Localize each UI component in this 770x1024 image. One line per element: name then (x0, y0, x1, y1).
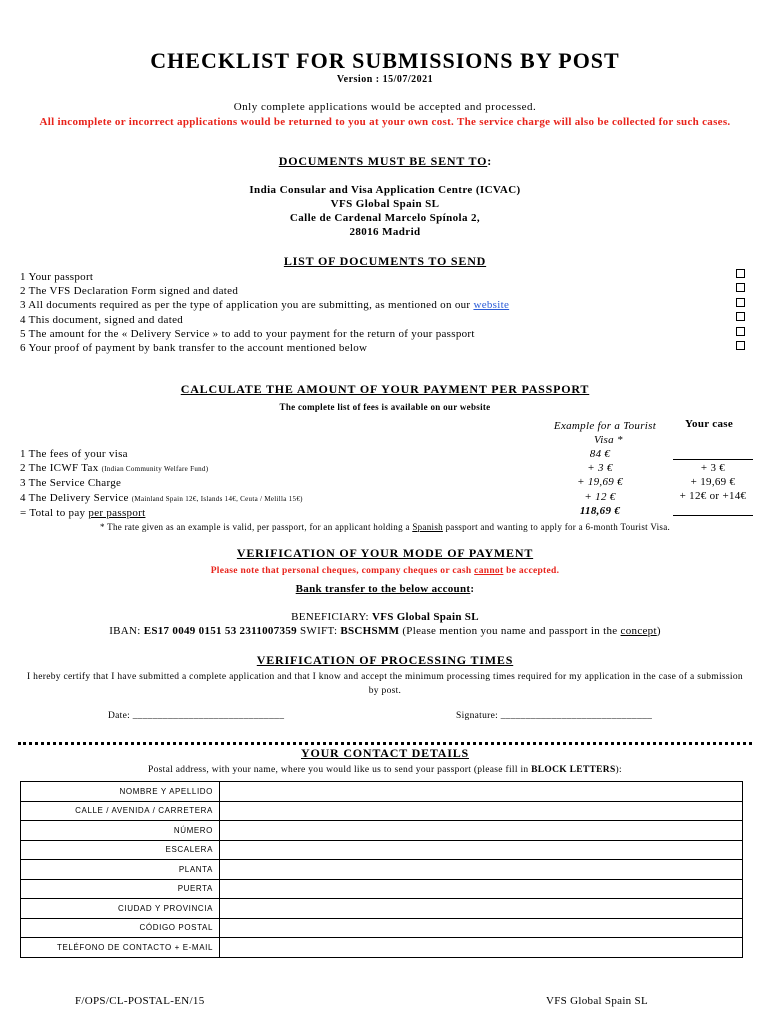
field-input[interactable] (220, 801, 743, 821)
list-item: 5 The amount for the « Delivery Service » to add to your payment for the return of your passport (20, 327, 475, 340)
field-input[interactable] (220, 879, 743, 899)
checkbox[interactable] (736, 283, 745, 292)
field-label: PUERTA (21, 879, 220, 899)
website-link[interactable]: website (473, 299, 510, 312)
verification-payment-heading: VERIFICATION OF YOUR MODE OF PAYMENT (236, 546, 534, 560)
field-label: NOMBRE Y APELLIDO (21, 782, 220, 802)
address-line: 28016 Madrid (349, 226, 421, 238)
your-case-value: + 19,69 € (690, 476, 736, 489)
example-header: Example for a Tourist Visa * (553, 420, 657, 446)
checkbox[interactable] (736, 327, 745, 336)
checkbox[interactable] (736, 269, 745, 278)
your-case-value: + 3 € (700, 462, 726, 474)
table-row (21, 821, 743, 841)
list-item: 2 The VFS Declaration Form signed and dated (20, 285, 239, 298)
footer-code: F/OPS/CL-POSTAL-EN/15 (75, 995, 205, 1007)
field-label: ESCALERA (21, 840, 220, 860)
documents-list (20, 270, 509, 355)
iban-line: IBAN: ES17 0049 0151 53 2311007359 SWIFT: BSCHSMM (Please mention you name and passport in the concept) (109, 625, 661, 637)
example-total: 118,69 € (579, 504, 621, 517)
bank-heading: Bank transfer to the below account (295, 583, 471, 595)
list-item: 6 Your proof of payment by bank transfer to the account mentioned below (20, 342, 368, 355)
send-to-heading: DOCUMENTS MUST BE SENT TO (278, 154, 488, 168)
warning-text: All incomplete or incorrect applications would be returned to you at your own cost. The service charge will also be collected for such cases. (39, 116, 731, 128)
beneficiary-line: BENEFICIARY: VFS Global Spain SL (291, 611, 479, 623)
field-label: NÚMERO (21, 821, 220, 841)
send-to-colon: : (487, 154, 492, 168)
verification-processing-heading: VERIFICATION OF PROCESSING TIMES (256, 653, 514, 667)
your-case-line (673, 459, 753, 460)
field-input[interactable] (220, 860, 743, 880)
table-row (21, 801, 743, 821)
checkbox-column (736, 269, 748, 355)
your-case-total-line (673, 515, 753, 516)
version-label: Version : 15/07/2021 (336, 74, 434, 85)
table-row (21, 899, 743, 919)
fee-footnote: * The rate given as an example is valid, per passport, for an applicant holding a Spanish passport and wanting to apply for a 6-month Tourist Visa. (99, 522, 671, 532)
signature-field[interactable]: Signature: ______________________________ (456, 711, 653, 721)
contact-table (20, 781, 743, 958)
example-values (560, 447, 640, 518)
checkbox[interactable] (736, 312, 745, 321)
field-label: PLANTA (21, 860, 220, 880)
fee-row-label: 4 The Delivery Service (Mainland Spain 12€, Islands 14€, Ceuta / Melilla 15€) (20, 491, 303, 504)
field-label: TELÉFONO DE CONTACTO + E-MAIL (21, 938, 220, 958)
list-item: 1 Your passport (20, 271, 94, 283)
fee-row-label: 1 The fees of your visa (20, 448, 128, 460)
field-input[interactable] (220, 782, 743, 802)
intro-text: Only complete applications would be accepted and processed. (233, 101, 537, 113)
field-input[interactable] (220, 899, 743, 919)
bank-heading-wrap: Bank transfer to the below account: (295, 583, 475, 595)
example-value: 84 € (589, 448, 611, 460)
field-input[interactable] (220, 918, 743, 938)
fee-row-label: 3 The Service Charge (20, 477, 122, 490)
table-row (21, 840, 743, 860)
send-to-address (0, 183, 770, 239)
address-line: Calle de Cardenal Marcelo Spínola 2, (289, 212, 481, 224)
field-input[interactable] (220, 938, 743, 958)
fee-row-label: 2 The ICWF Tax (Indian Community Welfare Fund) (20, 462, 209, 475)
address-line: VFS Global Spain SL (330, 198, 440, 210)
certification-text: I hereby certify that I have submitted a complete application and that I know and accept the minimum processing times required for my application in the case of a submission by post. (27, 672, 743, 696)
your-case-value: + 12€ or +14€ (679, 490, 747, 503)
example-value: + 3 € (587, 462, 613, 475)
table-row (21, 938, 743, 958)
list-item: 4 This document, signed and dated (20, 313, 184, 326)
your-case-header: Your case (685, 418, 734, 430)
cheque-warning: Please note that personal cheques, company cheques or cash cannot be accepted. (210, 566, 560, 576)
your-case-values (672, 461, 754, 504)
fee-total-label: = Total to pay per passport (20, 506, 146, 519)
list-item: 3 All documents required as per the type of application you are submitting, as mentioned on our website (20, 299, 510, 312)
documents-heading: LIST OF DOCUMENTS TO SEND (283, 254, 487, 268)
checkbox[interactable] (736, 341, 745, 350)
cut-line (18, 742, 752, 745)
send-to-heading-wrap (0, 152, 770, 170)
field-label: CÓDIGO POSTAL (21, 918, 220, 938)
example-value: + 12 € (584, 490, 616, 503)
payment-calc-sub: The complete list of fees is available on our website (279, 402, 491, 412)
fee-labels (20, 447, 303, 520)
field-label: CALLE / AVENIDA / CARRETERA (21, 801, 220, 821)
field-input[interactable] (220, 821, 743, 841)
checkbox[interactable] (736, 298, 745, 307)
payment-calc-heading: CALCULATE THE AMOUNT OF YOUR PAYMENT PER PASSPORT (180, 382, 590, 396)
table-row (21, 879, 743, 899)
footer-company: VFS Global Spain SL (546, 995, 648, 1007)
page-title: CHECKLIST FOR SUBMISSIONS BY POST (150, 48, 620, 73)
field-input[interactable] (220, 840, 743, 860)
field-label: CIUDAD Y PROVINCIA (21, 899, 220, 919)
table-row (21, 860, 743, 880)
table-row (21, 782, 743, 802)
date-field[interactable]: Date: ______________________________ (108, 711, 285, 721)
example-value: + 19,69 € (577, 476, 623, 489)
address-line: India Consular and Visa Application Centre (ICVAC) (249, 184, 521, 196)
contact-intro: Postal address, with your name, where you would like us to send your passport (please fill in BLOCK LETTERS): (148, 765, 622, 775)
contact-heading: YOUR CONTACT DETAILS (300, 746, 470, 760)
table-row (21, 918, 743, 938)
